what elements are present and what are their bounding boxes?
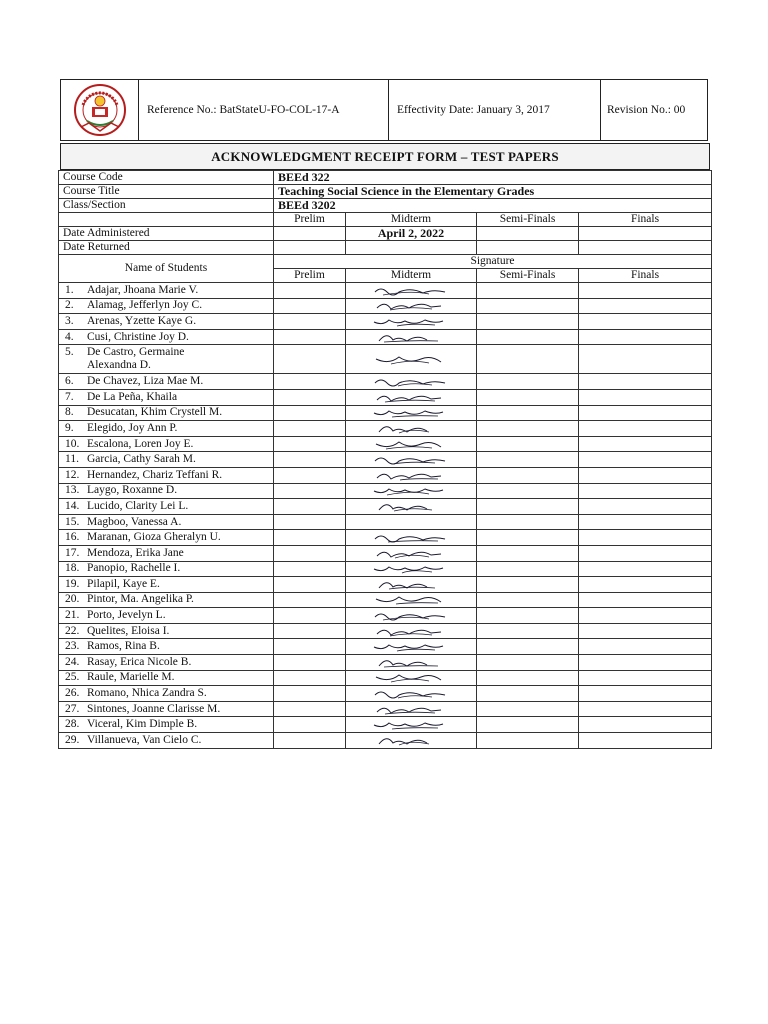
student-name: Ramos, Rina B. [87,640,160,653]
student-name: Sintones, Joanne Clarisse M. [87,702,221,715]
student-number: 1. [65,283,74,296]
handwritten-signature [371,640,451,653]
term-finals: Finals [579,213,712,227]
signature-cell-prelim [274,545,346,561]
signature-cell-semi [477,374,579,390]
student-name: Garcia, Cathy Sarah M. [87,453,196,466]
student-row [59,421,712,437]
acknowledgment-table [58,170,712,749]
student-name-cell [59,329,274,345]
student-name-cell [59,345,274,374]
signature-header: Signature [274,255,712,269]
signature-cell-semi [477,314,579,330]
signature-cell-semi [477,452,579,468]
student-row [59,701,712,717]
student-number: 23. [65,640,80,653]
student-name: Adajar, Jhoana Marie V. [87,283,199,296]
student-number: 10. [65,437,80,450]
signature-cell-prelim [274,608,346,624]
signature-cell-finals [579,623,712,639]
signature-cell-prelim [274,623,346,639]
handwritten-signature [371,453,451,466]
signature-cell-finals [579,592,712,608]
handwritten-signature [371,469,451,482]
student-name: Arenas, Yzette Kaye G. [87,314,197,327]
signature-cell-semi [477,483,579,499]
signature-cell-midterm [346,670,477,686]
signature-cell-prelim [274,577,346,593]
student-number: 19. [65,577,80,590]
signature-cell-finals [579,701,712,717]
signature-cell-finals [579,561,712,577]
student-name: De Castro, Germaine [87,346,185,359]
student-number: 27. [65,702,80,715]
signature-cell-prelim [274,345,346,374]
signature-cell-midterm [346,545,477,561]
student-name: Panopio, Rachelle I. [87,562,181,575]
student-name: Laygo, Roxanne D. [87,484,178,497]
handwritten-signature [371,578,451,591]
student-name: Romano, Nhica Zandra S. [87,687,207,700]
handwritten-signature [371,315,451,328]
student-row [59,655,712,671]
signature-cell-midterm [346,499,477,515]
student-name: Maranan, Gioza Gheralyn U. [87,531,221,544]
student-number: 29. [65,733,80,746]
handwritten-signature [371,353,451,366]
date-returned-label: Date Returned [59,241,274,255]
student-number: 6. [65,375,74,388]
student-name: Viceral, Kim Dimple B. [87,718,198,731]
signature-cell-semi [477,733,579,749]
handwritten-signature [371,718,451,731]
signature-cell-midterm [346,314,477,330]
student-name-cell [59,514,274,530]
signature-cell-midterm [346,483,477,499]
signature-cell-finals [579,717,712,733]
course-code-value: BEEd 322 [274,171,712,185]
student-name: Cusi, Christine Joy D. [87,330,189,343]
signature-cell-semi [477,436,579,452]
sig-term-prelim: Prelim [274,269,346,283]
student-row [59,733,712,749]
student-name: Escalona, Loren Joy E. [87,437,194,450]
signature-cell-prelim [274,389,346,405]
handwritten-signature [371,703,451,716]
term-midterm: Midterm [346,213,477,227]
signature-cell-midterm [346,283,477,299]
student-name-cell [59,467,274,483]
student-name-cell [59,577,274,593]
signature-cell-prelim [274,639,346,655]
student-name-cell [59,452,274,468]
student-row [59,329,712,345]
student-row [59,717,712,733]
student-row [59,283,712,299]
signature-cell-finals [579,298,712,314]
student-row [59,452,712,468]
student-number: 2. [65,299,74,312]
student-name-cell [59,686,274,702]
sig-term-midterm: Midterm [346,269,477,283]
handwritten-signature [371,609,451,622]
signature-cell-prelim [274,717,346,733]
class-section-value: BEEd 3202 [274,199,712,213]
signature-cell-finals [579,452,712,468]
signature-cell-finals [579,467,712,483]
names-header: Name of Students [59,255,274,283]
signature-cell-midterm [346,298,477,314]
date-administered-label: Date Administered [59,227,274,241]
student-name-cell [59,374,274,390]
student-name-cell [59,655,274,671]
student-number: 5. [65,346,74,359]
student-number: 4. [65,330,74,343]
date-administered-finals [579,227,712,241]
signature-cell-semi [477,623,579,639]
signature-cell-finals [579,670,712,686]
signature-cell-midterm [346,639,477,655]
student-row [59,483,712,499]
signature-cell-midterm [346,530,477,546]
student-name-cell [59,717,274,733]
term-header-row [59,213,712,227]
handwritten-signature [371,422,451,435]
student-name: Hernandez, Chariz Teffani R. [87,468,223,481]
student-row [59,577,712,593]
student-row [59,561,712,577]
student-row [59,467,712,483]
handwritten-signature [371,284,451,297]
student-number: 13. [65,484,80,497]
signature-cell-prelim [274,499,346,515]
student-row [59,314,712,330]
signature-cell-finals [579,686,712,702]
handwritten-signature [371,593,451,606]
student-name-line2: Alexandna D. [87,359,151,372]
student-number: 28. [65,718,80,731]
signature-cell-prelim [274,514,346,530]
signature-cell-semi [477,561,579,577]
signature-cell-prelim [274,314,346,330]
student-name: Pintor, Ma. Angelika P. [87,593,194,606]
student-number: 7. [65,390,74,403]
signature-cell-midterm [346,421,477,437]
handwritten-signature [371,547,451,560]
date-administered-semi [477,227,579,241]
signature-cell-semi [477,345,579,374]
student-number: 15. [65,515,80,528]
student-row [59,499,712,515]
student-number: 21. [65,609,80,622]
student-name-cell [59,436,274,452]
signature-cell-semi [477,283,579,299]
signature-cell-semi [477,670,579,686]
signature-cell-finals [579,405,712,421]
term-prelim: Prelim [274,213,346,227]
student-name-cell [59,545,274,561]
course-title-value: Teaching Social Science in the Elementary Grades [274,185,712,199]
signature-cell-midterm [346,592,477,608]
handwritten-signature [371,500,451,513]
student-number: 11. [65,453,79,466]
student-number: 26. [65,687,80,700]
signature-cell-midterm [346,467,477,483]
signature-cell-prelim [274,298,346,314]
signature-cell-semi [477,545,579,561]
date-returned-row [59,241,712,255]
signature-cell-finals [579,483,712,499]
student-name-cell [59,283,274,299]
class-section-row [59,199,712,213]
signature-cell-prelim [274,686,346,702]
signature-cell-prelim [274,421,346,437]
student-name: Magboo, Vanessa A. [87,515,182,528]
signature-cell-midterm [346,405,477,421]
date-administered-midterm: April 2, 2022 [346,227,477,241]
signature-cell-midterm [346,608,477,624]
signature-cell-prelim [274,405,346,421]
signature-cell-midterm [346,514,477,530]
revision-number: Revision No.: 00 [607,104,686,116]
handwritten-signature [371,438,451,451]
student-row [59,530,712,546]
signature-cell-midterm [346,717,477,733]
signature-cell-prelim [274,530,346,546]
student-number: 12. [65,468,80,481]
student-name: Raule, Marielle M. [87,671,175,684]
date-administered-prelim [274,227,346,241]
signature-cell-semi [477,389,579,405]
signature-cell-finals [579,530,712,546]
class-section-label: Class/Section [59,199,274,213]
signature-header-row [59,255,712,269]
student-row [59,592,712,608]
student-row [59,670,712,686]
effectivity-date: Effectivity Date: January 3, 2017 [389,80,601,140]
student-name-cell [59,670,274,686]
signature-cell-finals [579,514,712,530]
signature-cell-semi [477,530,579,546]
signature-cell-semi [477,639,579,655]
signature-cell-finals [579,655,712,671]
student-name-cell [59,623,274,639]
student-name: Rasay, Erica Nicole B. [87,655,192,668]
signature-cell-semi [477,405,579,421]
signature-cell-finals [579,545,712,561]
signature-cell-finals [579,577,712,593]
student-name-cell [59,592,274,608]
student-name-cell [59,483,274,499]
signature-cell-semi [477,421,579,437]
signature-cell-midterm [346,686,477,702]
signature-cell-finals [579,374,712,390]
university-logo-cell [61,80,139,140]
student-number: 8. [65,406,74,419]
signature-cell-semi [477,298,579,314]
student-name: Villanueva, Van Cielo C. [87,733,202,746]
student-number: 3. [65,314,74,327]
signature-cell-finals [579,283,712,299]
handwritten-signature [371,671,451,684]
student-number: 9. [65,421,74,434]
student-name: Elegido, Joy Ann P. [87,421,178,434]
student-number: 20. [65,593,80,606]
student-name: Mendoza, Erika Jane [87,546,184,559]
handwritten-signature [371,562,451,575]
form-title: ACKNOWLEDGMENT RECEIPT FORM – TEST PAPERS [60,143,710,170]
student-name-cell [59,530,274,546]
student-name-cell [59,405,274,421]
student-number: 18. [65,562,80,575]
sig-term-finals: Finals [579,269,712,283]
signature-cell-prelim [274,283,346,299]
student-name: Desucatan, Khim Crystell M. [87,406,223,419]
student-name-cell [59,314,274,330]
signature-cell-prelim [274,452,346,468]
student-name: De Chavez, Liza Mae M. [87,375,204,388]
student-name: Lucido, Clarity Lei L. [87,499,189,512]
handwritten-signature [371,331,451,344]
student-row [59,514,712,530]
signature-cell-semi [477,686,579,702]
sig-term-semifinals: Semi-Finals [477,269,579,283]
handwritten-signature [371,656,451,669]
signature-cell-finals [579,608,712,624]
signature-cell-midterm [346,655,477,671]
signature-cell-semi [477,608,579,624]
signature-cell-prelim [274,329,346,345]
handwritten-signature [371,625,451,638]
signature-cell-finals [579,389,712,405]
signature-cell-prelim [274,483,346,499]
signature-cell-midterm [346,701,477,717]
signature-cell-prelim [274,561,346,577]
student-name-cell [59,701,274,717]
student-name-cell [59,561,274,577]
student-number: 16. [65,531,80,544]
signature-cell-midterm [346,577,477,593]
signature-cell-finals [579,639,712,655]
student-row [59,623,712,639]
student-name: De La Peña, Khaila [87,390,178,403]
form-header [60,79,708,141]
signature-cell-semi [477,329,579,345]
signature-cell-midterm [346,436,477,452]
handwritten-signature [371,375,451,388]
signature-cell-prelim [274,374,346,390]
student-name-cell [59,389,274,405]
signature-cell-finals [579,421,712,437]
student-name-cell [59,639,274,655]
signature-cell-finals [579,733,712,749]
student-number: 24. [65,655,80,668]
student-row [59,389,712,405]
signature-cell-finals [579,329,712,345]
student-row [59,545,712,561]
signature-cell-prelim [274,655,346,671]
course-title-label: Course Title [59,185,274,199]
student-name: Porto, Jevelyn L. [87,609,166,622]
student-row [59,608,712,624]
course-code-label: Course Code [59,171,274,185]
signature-cell-prelim [274,467,346,483]
student-name-cell [59,298,274,314]
signature-cell-midterm [346,623,477,639]
student-number: 25. [65,671,80,684]
signature-cell-finals [579,314,712,330]
signature-cell-prelim [274,436,346,452]
student-row [59,345,712,374]
signature-cell-prelim [274,592,346,608]
student-name-cell [59,608,274,624]
signature-cell-semi [477,655,579,671]
university-seal-icon [69,83,131,137]
handwritten-signature [371,406,451,419]
student-row [59,405,712,421]
course-title-row [59,185,712,199]
student-row [59,374,712,390]
reference-number: Reference No.: BatStateU-FO-COL-17-A [139,80,389,140]
handwritten-signature [371,299,451,312]
signature-cell-midterm [346,561,477,577]
signature-cell-finals [579,499,712,515]
student-name: Alamag, Jefferlyn Joy C. [87,299,203,312]
student-row [59,298,712,314]
student-number: 22. [65,624,80,637]
student-name-cell [59,733,274,749]
student-row [59,436,712,452]
student-number: 14. [65,499,80,512]
signature-cell-finals [579,436,712,452]
handwritten-signature [371,531,451,544]
signature-cell-midterm [346,452,477,468]
student-row [59,686,712,702]
signature-cell-semi [477,717,579,733]
student-name-cell [59,499,274,515]
signature-cell-midterm [346,345,477,374]
term-semifinals: Semi-Finals [477,213,579,227]
signature-cell-semi [477,701,579,717]
course-code-row [59,171,712,185]
signature-cell-semi [477,592,579,608]
student-number: 17. [65,546,80,559]
signature-cell-semi [477,514,579,530]
signature-cell-prelim [274,733,346,749]
date-administered-row [59,227,712,241]
signature-cell-prelim [274,701,346,717]
handwritten-signature [371,484,451,497]
signature-cell-semi [477,499,579,515]
signature-cell-semi [477,467,579,483]
signature-cell-prelim [274,670,346,686]
handwritten-signature [371,391,451,404]
handwritten-signature [371,687,451,700]
signature-cell-semi [477,577,579,593]
signature-cell-midterm [346,389,477,405]
signature-cell-finals [579,345,712,374]
student-name: Pilapil, Kaye E. [87,577,160,590]
signature-cell-midterm [346,329,477,345]
student-name: Quelites, Eloisa I. [87,624,170,637]
student-name-cell [59,421,274,437]
handwritten-signature [371,734,451,747]
signature-cell-midterm [346,374,477,390]
signature-cell-midterm [346,733,477,749]
student-row [59,639,712,655]
